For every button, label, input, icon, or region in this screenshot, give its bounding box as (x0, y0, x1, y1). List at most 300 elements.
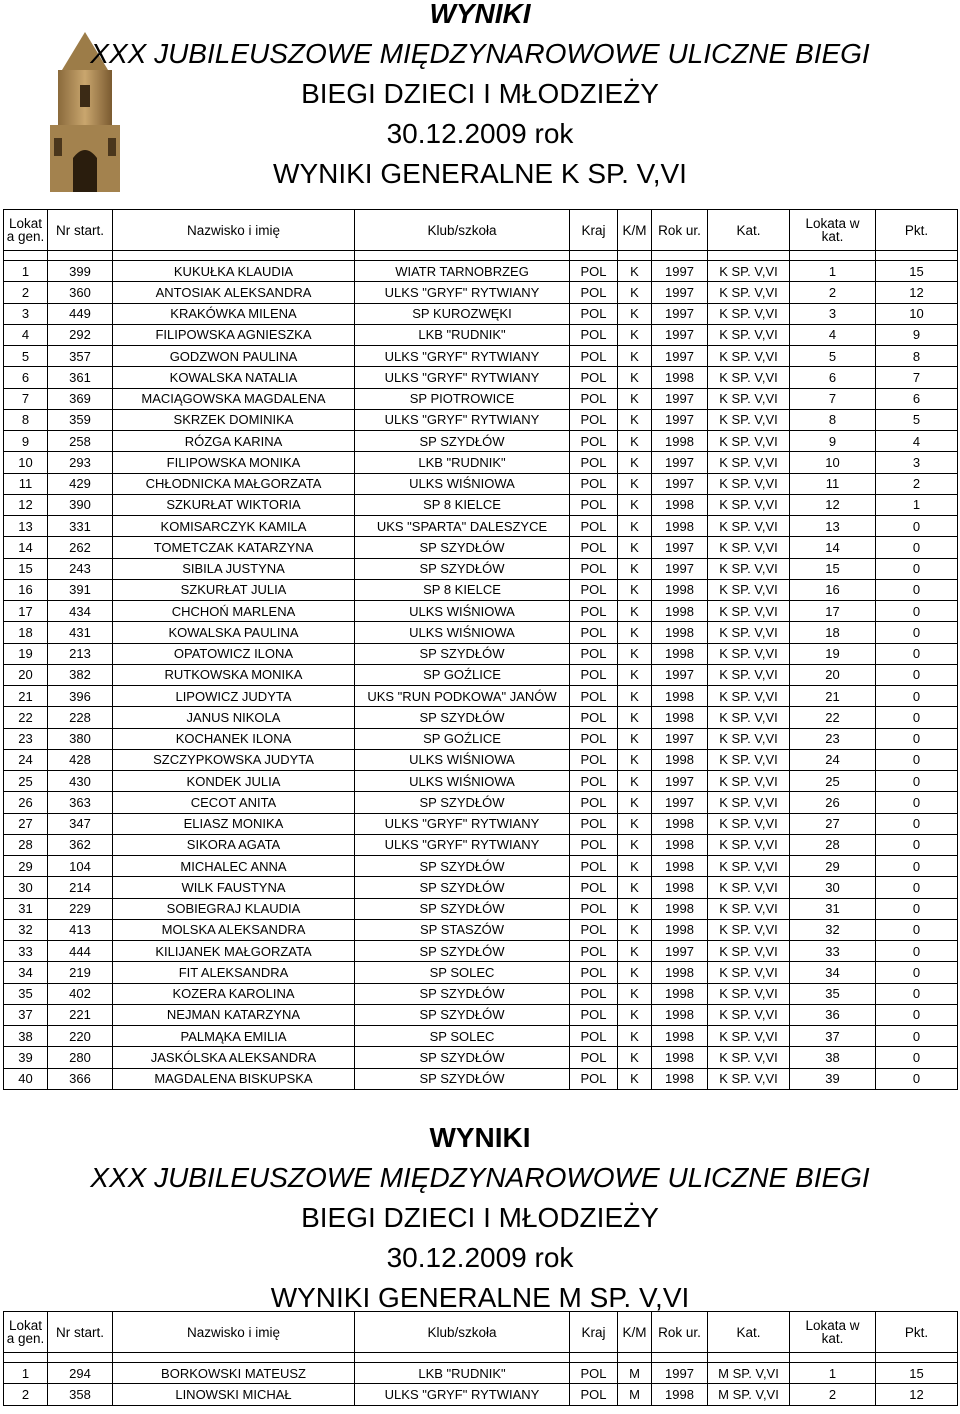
cell-km: K (618, 983, 652, 1004)
column-header-label: Rok ur. (658, 222, 701, 238)
cell-km: K (618, 856, 652, 877)
cell-nr: 380 (48, 728, 113, 749)
cell-rok: 1998 (652, 579, 708, 600)
cell-km: K (618, 601, 652, 622)
cell-nr: 369 (48, 388, 113, 409)
cell-kat: K SP. V,VI (708, 686, 790, 707)
cell-kat: K SP. V,VI (708, 898, 790, 919)
cell-pkt: 0 (876, 1068, 958, 1089)
column-header-label: Klub/szkoła (427, 1324, 497, 1340)
cell-name: SIBILA JUSTYNA (113, 558, 355, 579)
cell-lokkat: 22 (790, 707, 876, 728)
cell-lokata: 40 (4, 1068, 48, 1089)
cell-pkt: 12 (876, 1384, 958, 1405)
cell-name: LINOWSKI MICHAŁ (113, 1384, 355, 1405)
cell-nr: 362 (48, 834, 113, 855)
cell-nr: 229 (48, 898, 113, 919)
cell-km: K (618, 834, 652, 855)
cell-lokkat: 14 (790, 537, 876, 558)
cell-club: SP SZYDŁÓW (355, 537, 570, 558)
cell-club: WIATR TARNOBRZEG (355, 261, 570, 282)
cell-lokkat: 12 (790, 494, 876, 515)
cell-club: SP SZYDŁÓW (355, 558, 570, 579)
column-header-kraj (570, 1312, 618, 1353)
cell-km: K (618, 409, 652, 430)
cell-km: K (618, 877, 652, 898)
cell-lokata: 20 (4, 664, 48, 685)
cell-kraj: POL (570, 431, 618, 452)
cell-club: SP SZYDŁÓW (355, 1047, 570, 1068)
table-row (4, 813, 958, 834)
cell-nr: 213 (48, 643, 113, 664)
cell-kraj: POL (570, 367, 618, 388)
cell-name: JASKÓLSKA ALEKSANDRA (113, 1047, 355, 1068)
cell-lokkat: 2 (790, 282, 876, 303)
cell-kat: K SP. V,VI (708, 473, 790, 494)
cell-lokata: 32 (4, 919, 48, 940)
table-row (4, 473, 958, 494)
column-header-pkt (876, 210, 958, 251)
title-general-results: WYNIKI GENERALNE K SP. V,VI (273, 158, 687, 189)
cell-kraj: POL (570, 728, 618, 749)
cell-club: SP SZYDŁÓW (355, 983, 570, 1004)
column-header-lokkat (790, 1312, 876, 1353)
cell-kraj: POL (570, 452, 618, 473)
cell-lokata: 4 (4, 324, 48, 345)
cell-lokkat: 33 (790, 941, 876, 962)
title-event: XXX JUBILEUSZOWE MIĘDZYNAROWOWE ULICZNE BIEGI (90, 1162, 870, 1193)
cell-pkt: 0 (876, 792, 958, 813)
cell-name: CHŁODNICKA MAŁGORZATA (113, 473, 355, 494)
cell-club: SP KUROZWĘKI (355, 303, 570, 324)
cell-kat: K SP. V,VI (708, 622, 790, 643)
cell-name: FILIPOWSKA MONIKA (113, 452, 355, 473)
cell-km: K (618, 686, 652, 707)
table-row (4, 941, 958, 962)
column-header-label: Rok ur. (658, 1324, 701, 1340)
cell-name: SZCZYPKOWSKA JUDYTA (113, 749, 355, 770)
cell-nr: 220 (48, 1026, 113, 1047)
cell-km: M (618, 1363, 652, 1384)
column-header-club (355, 210, 570, 251)
cell-lokkat: 5 (790, 346, 876, 367)
table-row (4, 664, 958, 685)
cell-rok: 1998 (652, 367, 708, 388)
spacer-row (4, 1353, 958, 1363)
cell-kraj: POL (570, 941, 618, 962)
cell-lokkat: 28 (790, 834, 876, 855)
cell-name: LIPOWICZ JUDYTA (113, 686, 355, 707)
cell-kraj: POL (570, 1384, 618, 1405)
cell-lokkat: 32 (790, 919, 876, 940)
cell-rok: 1998 (652, 813, 708, 834)
cell-lokkat: 38 (790, 1047, 876, 1068)
cell-kat: K SP. V,VI (708, 834, 790, 855)
cell-name: SKRZEK DOMINIKA (113, 409, 355, 430)
table-row (4, 877, 958, 898)
cell-kat: K SP. V,VI (708, 877, 790, 898)
cell-name: KOWALSKA PAULINA (113, 622, 355, 643)
cell-lokkat: 21 (790, 686, 876, 707)
cell-rok: 1997 (652, 728, 708, 749)
cell-name: KRAKÓWKA MILENA (113, 303, 355, 324)
cell-rok: 1997 (652, 941, 708, 962)
cell-rok: 1998 (652, 898, 708, 919)
column-header-label: Nr start. (55, 222, 104, 238)
column-header-label-2: a gen. (6, 1331, 45, 1346)
cell-nr: 396 (48, 686, 113, 707)
title-results: WYNIKI (429, 0, 531, 29)
cell-kat: K SP. V,VI (708, 537, 790, 558)
cell-club: ULKS "GRYF" RYTWIANY (355, 1384, 570, 1405)
cell-lokkat: 4 (790, 324, 876, 345)
header-row (4, 1312, 958, 1353)
cell-rok: 1997 (652, 473, 708, 494)
table-row (4, 346, 958, 367)
cell-nr: 221 (48, 1004, 113, 1025)
cell-lokkat: 9 (790, 431, 876, 452)
cell-pkt: 5 (876, 409, 958, 430)
cell-rok: 1998 (652, 1047, 708, 1068)
column-header-label-2: kat. (821, 1331, 844, 1346)
cell-kat: K SP. V,VI (708, 303, 790, 324)
column-header-label: Klub/szkoła (427, 222, 497, 238)
cell-rok: 1998 (652, 707, 708, 728)
cell-kat: K SP. V,VI (708, 431, 790, 452)
cell-pkt: 1 (876, 494, 958, 515)
column-header-label: Kat. (736, 222, 761, 238)
cell-lokata: 10 (4, 452, 48, 473)
cell-pkt: 0 (876, 962, 958, 983)
cell-kraj: POL (570, 792, 618, 813)
cell-km: K (618, 431, 652, 452)
cell-lokkat: 10 (790, 452, 876, 473)
cell-kat: K SP. V,VI (708, 261, 790, 282)
cell-lokkat: 16 (790, 579, 876, 600)
title-event: XXX JUBILEUSZOWE MIĘDZYNAROWOWE ULICZNE BIEGI (90, 38, 870, 69)
column-header-kraj (570, 210, 618, 251)
cell-km: K (618, 707, 652, 728)
cell-nr: 444 (48, 941, 113, 962)
cell-pkt: 0 (876, 579, 958, 600)
cell-name: BORKOWSKI MATEUSZ (113, 1363, 355, 1384)
cell-kraj: POL (570, 983, 618, 1004)
cell-name: NEJMAN KATARZYNA (113, 1004, 355, 1025)
cell-name: GODZWON PAULINA (113, 346, 355, 367)
cell-club: SP SZYDŁÓW (355, 1004, 570, 1025)
table-row (4, 601, 958, 622)
cell-name: FILIPOWSKA AGNIESZKA (113, 324, 355, 345)
cell-lokata: 22 (4, 707, 48, 728)
cell-kat: K SP. V,VI (708, 324, 790, 345)
cell-kraj: POL (570, 962, 618, 983)
cell-lokata: 15 (4, 558, 48, 579)
cell-lokata: 2 (4, 1384, 48, 1405)
cell-km: K (618, 388, 652, 409)
cell-club: SP SZYDŁÓW (355, 792, 570, 813)
cell-lokkat: 37 (790, 1026, 876, 1047)
cell-club: SP GOŹLICE (355, 664, 570, 685)
cell-lokata: 13 (4, 516, 48, 537)
cell-lokkat: 1 (790, 261, 876, 282)
cell-lokata: 37 (4, 1004, 48, 1025)
cell-lokkat: 17 (790, 601, 876, 622)
cell-kat: K SP. V,VI (708, 1047, 790, 1068)
cell-kraj: POL (570, 856, 618, 877)
cell-club: SP SZYDŁÓW (355, 941, 570, 962)
cell-lokata: 34 (4, 962, 48, 983)
cell-km: K (618, 346, 652, 367)
cell-kraj: POL (570, 409, 618, 430)
cell-kraj: POL (570, 261, 618, 282)
cell-km: K (618, 771, 652, 792)
cell-lokata: 8 (4, 409, 48, 430)
cell-name: WILK FAUSTYNA (113, 877, 355, 898)
cell-pkt: 0 (876, 686, 958, 707)
column-header-name (113, 1312, 355, 1353)
column-header-label: Kraj (581, 222, 606, 238)
table-row (4, 643, 958, 664)
cell-club: SP SOLEC (355, 1026, 570, 1047)
cell-kat: K SP. V,VI (708, 792, 790, 813)
cell-rok: 1998 (652, 686, 708, 707)
cell-kat: K SP. V,VI (708, 601, 790, 622)
cell-pkt: 0 (876, 919, 958, 940)
cell-nr: 228 (48, 707, 113, 728)
column-header-rok (652, 1312, 708, 1353)
cell-kraj: POL (570, 622, 618, 643)
title-category: BIEGI DZIECI I MŁODZIEŻY (301, 78, 659, 109)
cell-km: K (618, 473, 652, 494)
cell-nr: 331 (48, 516, 113, 537)
cell-lokkat: 29 (790, 856, 876, 877)
cell-lokkat: 20 (790, 664, 876, 685)
cell-nr: 360 (48, 282, 113, 303)
column-header-label: Nazwisko i imię (186, 222, 281, 238)
table-row (4, 622, 958, 643)
cell-kat: K SP. V,VI (708, 643, 790, 664)
cell-name: KILIJANEK MAŁGORZATA (113, 941, 355, 962)
cell-rok: 1998 (652, 856, 708, 877)
cell-kraj: POL (570, 1026, 618, 1047)
cell-club: UKS "RUN PODKOWA" JANÓW (355, 686, 570, 707)
cell-kat: K SP. V,VI (708, 749, 790, 770)
cell-kraj: POL (570, 664, 618, 685)
cell-lokata: 25 (4, 771, 48, 792)
column-header-club (355, 1312, 570, 1353)
cell-nr: 391 (48, 579, 113, 600)
title-date: 30.12.2009 rok (386, 1242, 574, 1273)
cell-kat: K SP. V,VI (708, 409, 790, 430)
column-header-nr (48, 1312, 113, 1353)
cell-name: SZKURŁAT WIKTORIA (113, 494, 355, 515)
table-row (4, 1384, 958, 1405)
column-header-label: Pkt. (904, 222, 929, 238)
cell-lokata: 21 (4, 686, 48, 707)
cell-kraj: POL (570, 346, 618, 367)
cell-lokkat: 1 (790, 1363, 876, 1384)
cell-nr: 104 (48, 856, 113, 877)
table-row (4, 367, 958, 388)
cell-rok: 1997 (652, 452, 708, 473)
cell-lokata: 1 (4, 261, 48, 282)
column-header-km (618, 1312, 652, 1353)
cell-club: SP SZYDŁÓW (355, 431, 570, 452)
cell-rok: 1997 (652, 324, 708, 345)
cell-lokkat: 34 (790, 962, 876, 983)
cell-kat: K SP. V,VI (708, 282, 790, 303)
cell-km: M (618, 1384, 652, 1405)
cell-name: KUKUŁKA KLAUDIA (113, 261, 355, 282)
table-row (4, 792, 958, 813)
cell-lokkat: 18 (790, 622, 876, 643)
column-header-name (113, 210, 355, 251)
cell-lokkat: 8 (790, 409, 876, 430)
cell-kraj: POL (570, 834, 618, 855)
cell-pkt: 12 (876, 282, 958, 303)
column-header-label: Nazwisko i imię (186, 1324, 281, 1340)
column-header-lokkat (790, 210, 876, 251)
cell-lokkat: 24 (790, 749, 876, 770)
cell-rok: 1998 (652, 962, 708, 983)
cell-nr: 214 (48, 877, 113, 898)
cell-lokata: 14 (4, 537, 48, 558)
cell-lokkat: 31 (790, 898, 876, 919)
cell-pkt: 4 (876, 431, 958, 452)
table-row (4, 1068, 958, 1089)
cell-rok: 1997 (652, 664, 708, 685)
cell-pkt: 0 (876, 537, 958, 558)
column-header-label: Nr start. (55, 1324, 104, 1340)
cell-rok: 1997 (652, 388, 708, 409)
cell-kat: K SP. V,VI (708, 1004, 790, 1025)
cell-name: JANUS NIKOLA (113, 707, 355, 728)
cell-name: MOLSKA ALEKSANDRA (113, 919, 355, 940)
cell-club: SP SZYDŁÓW (355, 643, 570, 664)
cell-kat: K SP. V,VI (708, 367, 790, 388)
cell-lokata: 26 (4, 792, 48, 813)
cell-nr: 430 (48, 771, 113, 792)
table-row (4, 282, 958, 303)
cell-pkt: 9 (876, 324, 958, 345)
column-header-label: Lokat (8, 1318, 43, 1333)
cell-kat: M SP. V,VI (708, 1363, 790, 1384)
cell-nr: 366 (48, 1068, 113, 1089)
cell-kat: K SP. V,VI (708, 1026, 790, 1047)
cell-nr: 429 (48, 473, 113, 494)
column-header-lokata (4, 210, 48, 251)
cell-name: MACIĄGOWSKA MAGDALENA (113, 388, 355, 409)
cell-km: K (618, 1068, 652, 1089)
cell-club: SP SOLEC (355, 962, 570, 983)
table-row (4, 537, 958, 558)
cell-kat: K SP. V,VI (708, 452, 790, 473)
cell-kat: K SP. V,VI (708, 516, 790, 537)
cell-km: K (618, 303, 652, 324)
cell-km: K (618, 494, 652, 515)
cell-lokata: 17 (4, 601, 48, 622)
cell-rok: 1997 (652, 1363, 708, 1384)
cell-name: KOWALSKA NATALIA (113, 367, 355, 388)
cell-club: ULKS "GRYF" RYTWIANY (355, 346, 570, 367)
column-header-label: Lokata w (805, 1318, 860, 1333)
table-row (4, 324, 958, 345)
cell-pkt: 0 (876, 728, 958, 749)
cell-club: SP 8 KIELCE (355, 579, 570, 600)
cell-km: K (618, 579, 652, 600)
cell-km: K (618, 1004, 652, 1025)
cell-nr: 359 (48, 409, 113, 430)
cell-name: CECOT ANITA (113, 792, 355, 813)
table-row (4, 1363, 958, 1384)
cell-nr: 347 (48, 813, 113, 834)
cell-kat: K SP. V,VI (708, 707, 790, 728)
cell-rok: 1998 (652, 1004, 708, 1025)
cell-club: ULKS "GRYF" RYTWIANY (355, 409, 570, 430)
cell-kraj: POL (570, 388, 618, 409)
cell-lokkat: 7 (790, 388, 876, 409)
cell-rok: 1997 (652, 771, 708, 792)
cell-club: ULKS WIŚNIOWA (355, 771, 570, 792)
header-row (4, 210, 958, 251)
cell-lokkat: 11 (790, 473, 876, 494)
cell-kat: K SP. V,VI (708, 494, 790, 515)
cell-kraj: POL (570, 749, 618, 770)
cell-lokata: 3 (4, 303, 48, 324)
table-row (4, 856, 958, 877)
cell-km: K (618, 728, 652, 749)
table-row (4, 962, 958, 983)
table-row (4, 409, 958, 430)
cell-lokkat: 39 (790, 1068, 876, 1089)
cell-kraj: POL (570, 558, 618, 579)
cell-name: ELIASZ MONIKA (113, 813, 355, 834)
cell-lokkat: 13 (790, 516, 876, 537)
cell-pkt: 0 (876, 941, 958, 962)
cell-rok: 1998 (652, 877, 708, 898)
cell-name: SIKORA AGATA (113, 834, 355, 855)
cell-lokata: 38 (4, 1026, 48, 1047)
cell-club: SP 8 KIELCE (355, 494, 570, 515)
results-table-girls (3, 209, 958, 1090)
cell-nr: 258 (48, 431, 113, 452)
column-header-km (618, 210, 652, 251)
cell-km: K (618, 558, 652, 579)
cell-club: LKB "RUDNIK" (355, 324, 570, 345)
cell-nr: 243 (48, 558, 113, 579)
cell-rok: 1998 (652, 1068, 708, 1089)
cell-kraj: POL (570, 707, 618, 728)
cell-km: K (618, 898, 652, 919)
cell-rok: 1997 (652, 792, 708, 813)
cell-kraj: POL (570, 473, 618, 494)
column-header-label: K/M (622, 222, 647, 238)
cell-pkt: 10 (876, 303, 958, 324)
cell-pkt: 0 (876, 877, 958, 898)
cell-club: SP SZYDŁÓW (355, 707, 570, 728)
cell-pkt: 0 (876, 856, 958, 877)
cell-pkt: 0 (876, 664, 958, 685)
cell-nr: 428 (48, 749, 113, 770)
cell-kat: K SP. V,VI (708, 558, 790, 579)
cell-rok: 1998 (652, 431, 708, 452)
cell-name: RUTKOWSKA MONIKA (113, 664, 355, 685)
cell-rok: 1997 (652, 261, 708, 282)
table-row (4, 579, 958, 600)
column-header-lokata (4, 1312, 48, 1353)
cell-club: ULKS "GRYF" RYTWIANY (355, 813, 570, 834)
cell-km: K (618, 282, 652, 303)
